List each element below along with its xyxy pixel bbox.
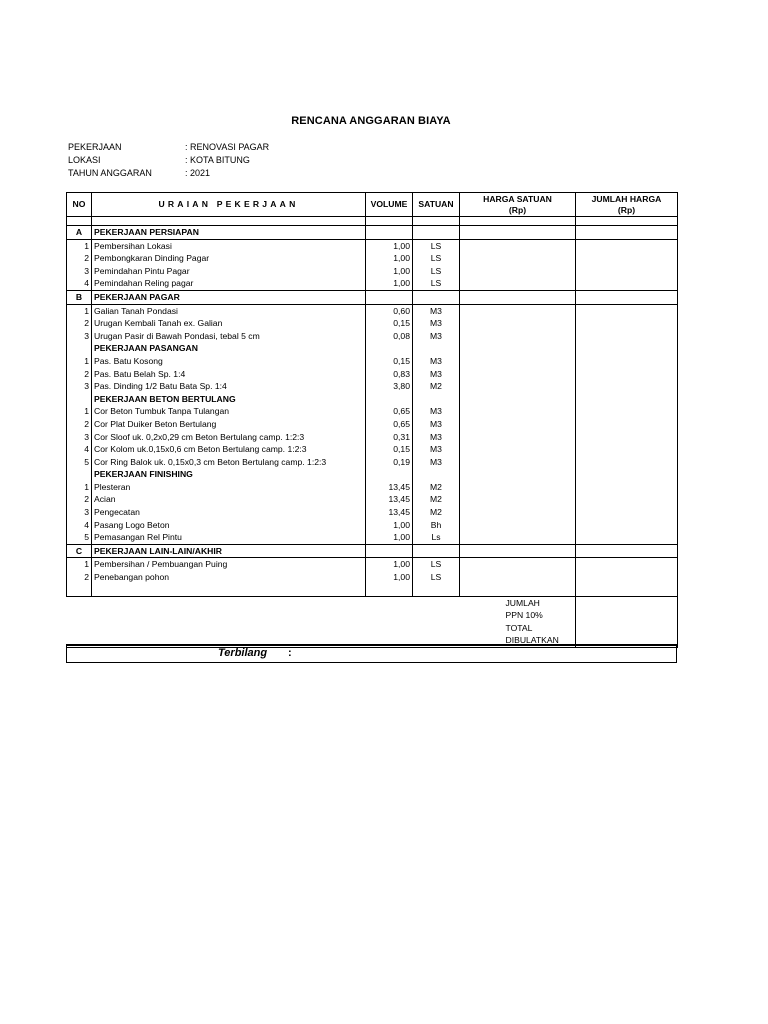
table-row <box>67 330 678 343</box>
row-volume: 0,15 <box>366 317 413 330</box>
row-satuan: M3 <box>413 317 460 330</box>
row-description: PEKERJAAN PASANGAN <box>92 342 366 355</box>
info-row-lokasi <box>68 154 269 167</box>
row-no: 2 <box>67 493 92 506</box>
gap-cell <box>413 584 460 597</box>
row-volume: 1,00 <box>366 265 413 278</box>
table-row <box>67 380 678 393</box>
row-no: 3 <box>67 431 92 444</box>
row-description: Pemindahan Pintu Pagar <box>92 265 366 278</box>
row-jumlah-harga <box>576 493 678 506</box>
row-no: 1 <box>67 405 92 418</box>
row-description: Pemasangan Rel Pintu <box>92 531 366 544</box>
table-row <box>67 418 678 431</box>
row-harga-satuan <box>460 431 576 444</box>
header-jumlah-harga-label: JUMLAH HARGA <box>591 193 662 204</box>
table-row <box>67 317 678 330</box>
table-row <box>67 265 678 278</box>
row-no: 2 <box>67 571 92 584</box>
row-description: PEKERJAAN PAGAR <box>92 290 366 304</box>
row-volume: 13,45 <box>366 493 413 506</box>
table-row <box>67 493 678 506</box>
row-satuan: LS <box>413 239 460 252</box>
row-harga-satuan <box>460 380 576 393</box>
terbilang-colon: : <box>288 647 292 659</box>
row-description: Cor Sloof uk. 0,2x0,29 cm Beton Bertulang camp. 1:2:3 <box>92 431 366 444</box>
budget-table <box>66 192 678 648</box>
header-harga-satuan-label: HARGA SATUAN <box>483 193 552 204</box>
row-jumlah-harga <box>576 481 678 494</box>
row-description: Pembersihan / Pembuangan Puing <box>92 558 366 571</box>
row-description: Pengecatan <box>92 506 366 519</box>
row-no: 3 <box>67 330 92 343</box>
row-no: C <box>67 544 92 558</box>
gap-cell <box>67 584 92 597</box>
summary-blank <box>67 596 460 609</box>
table-row <box>67 443 678 456</box>
table-row <box>67 239 678 252</box>
row-description: Urugan Pasir di Bawah Pondasi, tebal 5 cm <box>92 330 366 343</box>
row-harga-satuan <box>460 393 576 406</box>
row-satuan: M3 <box>413 456 460 469</box>
row-jumlah-harga <box>576 431 678 444</box>
row-volume <box>366 544 413 558</box>
row-volume: 0,15 <box>366 443 413 456</box>
row-harga-satuan <box>460 519 576 532</box>
row-harga-satuan <box>460 239 576 252</box>
row-description: PEKERJAAN PERSIAPAN <box>92 226 366 240</box>
row-no: 5 <box>67 531 92 544</box>
row-volume: 0,31 <box>366 431 413 444</box>
row-satuan: M2 <box>413 493 460 506</box>
row-satuan: LS <box>413 252 460 265</box>
row-no: 3 <box>67 265 92 278</box>
row-jumlah-harga <box>576 558 678 571</box>
row-satuan: M3 <box>413 304 460 317</box>
summary-label: JUMLAH <box>460 596 576 609</box>
info-label: TAHUN ANGGARAN <box>68 168 152 178</box>
row-volume <box>366 342 413 355</box>
table-row <box>67 355 678 368</box>
subsection-row <box>67 342 678 355</box>
row-volume: 13,45 <box>366 481 413 494</box>
row-description: PEKERJAAN FINISHING <box>92 468 366 481</box>
summary-label: DIBULATKAN <box>460 634 576 647</box>
row-volume: 1,00 <box>366 252 413 265</box>
row-description: Pas. Batu Kosong <box>92 355 366 368</box>
row-no: 3 <box>67 380 92 393</box>
table-header-row <box>67 193 678 217</box>
row-volume: 0,19 <box>366 456 413 469</box>
summary-value <box>576 609 678 622</box>
row-harga-satuan <box>460 317 576 330</box>
row-no: 1 <box>67 558 92 571</box>
info-value: : 2021 <box>185 168 211 178</box>
row-jumlah-harga <box>576 468 678 481</box>
row-harga-satuan <box>460 304 576 317</box>
summary-row <box>67 609 678 622</box>
info-row-pekerjaan <box>68 141 269 154</box>
row-jumlah-harga <box>576 277 678 290</box>
row-no: 2 <box>67 418 92 431</box>
row-jumlah-harga <box>576 355 678 368</box>
row-harga-satuan <box>460 226 576 240</box>
row-description: Pas. Batu Belah Sp. 1:4 <box>92 368 366 381</box>
row-description: Galian Tanah Pondasi <box>92 304 366 317</box>
row-jumlah-harga <box>576 368 678 381</box>
row-satuan <box>413 468 460 481</box>
summary-blank <box>67 622 460 635</box>
table-row <box>67 558 678 571</box>
row-satuan: LS <box>413 558 460 571</box>
row-harga-satuan <box>460 456 576 469</box>
table-row <box>67 405 678 418</box>
summary-label: PPN 10% <box>505 610 543 621</box>
header-jumlah-harga-unit: (Rp) <box>617 204 636 215</box>
table-body <box>67 217 678 648</box>
row-jumlah-harga <box>576 252 678 265</box>
row-satuan: LS <box>413 571 460 584</box>
row-satuan: M3 <box>413 355 460 368</box>
header-no: NO <box>67 193 92 217</box>
row-harga-satuan <box>460 252 576 265</box>
row-volume: 0,65 <box>366 405 413 418</box>
row-jumlah-harga <box>576 393 678 406</box>
row-jumlah-harga <box>576 380 678 393</box>
row-volume <box>366 393 413 406</box>
row-no: 1 <box>67 481 92 494</box>
row-jumlah-harga <box>576 290 678 304</box>
row-harga-satuan <box>460 493 576 506</box>
row-description: Pasang Logo Beton <box>92 519 366 532</box>
row-description: Cor Ring Balok uk. 0,15x0,3 cm Beton Bertulang camp. 1:2:3 <box>92 456 366 469</box>
header-harga-satuan-unit: (Rp) <box>508 204 527 215</box>
row-jumlah-harga <box>576 443 678 456</box>
row-no: 5 <box>67 456 92 469</box>
row-harga-satuan <box>460 468 576 481</box>
row-no: 2 <box>67 368 92 381</box>
info-value: : KOTA BITUNG <box>185 155 250 165</box>
row-no: 1 <box>67 304 92 317</box>
row-satuan: M3 <box>413 405 460 418</box>
table-row <box>67 571 678 584</box>
row-description: Cor Beton Tumbuk Tanpa Tulangan <box>92 405 366 418</box>
row-jumlah-harga <box>576 405 678 418</box>
row-no: 1 <box>67 239 92 252</box>
row-jumlah-harga <box>576 531 678 544</box>
header-satuan: SATUAN <box>413 193 460 217</box>
info-label: PEKERJAAN <box>68 142 122 152</box>
row-no <box>67 342 92 355</box>
row-no: 4 <box>67 277 92 290</box>
table-gap-row <box>67 584 678 597</box>
row-harga-satuan <box>460 330 576 343</box>
row-satuan: LS <box>413 265 460 278</box>
row-harga-satuan <box>460 506 576 519</box>
row-satuan: M3 <box>413 330 460 343</box>
row-no: 4 <box>67 519 92 532</box>
summary-row <box>67 622 678 635</box>
project-info <box>68 141 269 180</box>
row-jumlah-harga <box>576 418 678 431</box>
row-satuan: Bh <box>413 519 460 532</box>
row-no: 2 <box>67 317 92 330</box>
header-uraian: URAIAN PEKERJAAN <box>92 193 366 217</box>
table-row <box>67 506 678 519</box>
row-no: A <box>67 226 92 240</box>
row-jumlah-harga <box>576 317 678 330</box>
table-row <box>67 456 678 469</box>
row-satuan: M3 <box>413 418 460 431</box>
row-volume <box>366 226 413 240</box>
row-satuan: Ls <box>413 531 460 544</box>
header-harga-satuan <box>460 193 576 217</box>
row-volume: 0,15 <box>366 355 413 368</box>
info-label: LOKASI <box>68 155 101 165</box>
row-satuan <box>413 393 460 406</box>
section-row <box>67 290 678 304</box>
row-no: 3 <box>67 506 92 519</box>
row-satuan <box>413 226 460 240</box>
row-description: PEKERJAAN BETON BERTULANG <box>92 393 366 406</box>
row-harga-satuan <box>460 355 576 368</box>
row-satuan: LS <box>413 277 460 290</box>
row-description: Cor Kolom uk.0,15x0,6 cm Beton Bertulang camp. 1:2:3 <box>92 443 366 456</box>
table-row <box>67 304 678 317</box>
row-volume: 0,65 <box>366 418 413 431</box>
row-harga-satuan <box>460 481 576 494</box>
row-jumlah-harga <box>576 544 678 558</box>
row-description: PEKERJAAN LAIN-LAIN/AKHIR <box>92 544 366 558</box>
row-harga-satuan <box>460 531 576 544</box>
header-jumlah-harga <box>576 193 678 217</box>
terbilang-label: Terbilang <box>218 647 268 659</box>
row-no <box>67 468 92 481</box>
summary-blank <box>67 609 460 622</box>
row-satuan: M3 <box>413 443 460 456</box>
row-satuan <box>413 544 460 558</box>
row-description: Urugan Kembali Tanah ex. Galian <box>92 317 366 330</box>
table-row <box>67 252 678 265</box>
table-row <box>67 481 678 494</box>
section-row <box>67 544 678 558</box>
row-jumlah-harga <box>576 239 678 252</box>
row-harga-satuan <box>460 277 576 290</box>
gap-cell <box>92 584 366 597</box>
row-harga-satuan <box>460 443 576 456</box>
row-harga-satuan <box>460 290 576 304</box>
row-description: Penebangan pohon <box>92 571 366 584</box>
row-jumlah-harga <box>576 571 678 584</box>
row-volume: 1,00 <box>366 558 413 571</box>
summary-value <box>576 596 678 609</box>
section-row <box>67 226 678 240</box>
terbilang-box <box>66 644 677 663</box>
summary-value <box>576 622 678 635</box>
summary-row <box>67 596 678 609</box>
row-satuan: M3 <box>413 368 460 381</box>
row-volume: 0,83 <box>366 368 413 381</box>
row-harga-satuan <box>460 342 576 355</box>
row-harga-satuan <box>460 368 576 381</box>
row-description: Pas. Dinding 1/2 Batu Bata Sp. 1:4 <box>92 380 366 393</box>
row-description: Cor Plat Duiker Beton Bertulang <box>92 418 366 431</box>
info-value: : RENOVASI PAGAR <box>185 142 270 152</box>
row-satuan <box>413 290 460 304</box>
info-row-tahun <box>68 167 269 180</box>
row-no <box>67 393 92 406</box>
row-jumlah-harga <box>576 506 678 519</box>
row-satuan: M3 <box>413 431 460 444</box>
row-harga-satuan <box>460 544 576 558</box>
gap-cell <box>460 584 576 597</box>
subsection-row <box>67 393 678 406</box>
header-volume: VOLUME <box>366 193 413 217</box>
row-volume: 13,45 <box>366 506 413 519</box>
row-volume: 0,60 <box>366 304 413 317</box>
row-volume: 3,80 <box>366 380 413 393</box>
table-row <box>67 368 678 381</box>
row-volume: 1,00 <box>366 571 413 584</box>
row-jumlah-harga <box>576 330 678 343</box>
table-row <box>67 431 678 444</box>
row-harga-satuan <box>460 405 576 418</box>
row-volume <box>366 290 413 304</box>
row-jumlah-harga <box>576 456 678 469</box>
row-volume: 1,00 <box>366 277 413 290</box>
row-satuan: M2 <box>413 481 460 494</box>
row-volume: 1,00 <box>366 239 413 252</box>
row-satuan: M2 <box>413 380 460 393</box>
row-volume: 1,00 <box>366 519 413 532</box>
row-volume <box>366 468 413 481</box>
row-description: Pembongkaran Dinding Pagar <box>92 252 366 265</box>
row-harga-satuan <box>460 418 576 431</box>
summary-label: TOTAL <box>505 622 533 633</box>
gap-cell <box>366 584 413 597</box>
row-no: B <box>67 290 92 304</box>
row-jumlah-harga <box>576 265 678 278</box>
table-row <box>67 531 678 544</box>
row-no: 1 <box>67 355 92 368</box>
row-harga-satuan <box>460 265 576 278</box>
row-jumlah-harga <box>576 342 678 355</box>
table-row <box>67 519 678 532</box>
row-jumlah-harga <box>576 519 678 532</box>
table-spacer-row <box>67 217 678 226</box>
row-description: Plesteran <box>92 481 366 494</box>
row-harga-satuan <box>460 571 576 584</box>
document-title: RENCANA ANGGARAN BIAYA <box>291 115 451 127</box>
gap-cell <box>576 584 678 597</box>
row-jumlah-harga <box>576 304 678 317</box>
row-satuan <box>413 342 460 355</box>
subsection-row <box>67 468 678 481</box>
row-no: 4 <box>67 443 92 456</box>
row-harga-satuan <box>460 558 576 571</box>
row-description: Acian <box>92 493 366 506</box>
row-volume: 1,00 <box>366 531 413 544</box>
row-jumlah-harga <box>576 226 678 240</box>
row-satuan: M2 <box>413 506 460 519</box>
row-description: Pemindahan Reling pagar <box>92 277 366 290</box>
row-volume: 0,08 <box>366 330 413 343</box>
row-description: Pembersihan Lokasi <box>92 239 366 252</box>
table-row <box>67 277 678 290</box>
row-no: 2 <box>67 252 92 265</box>
